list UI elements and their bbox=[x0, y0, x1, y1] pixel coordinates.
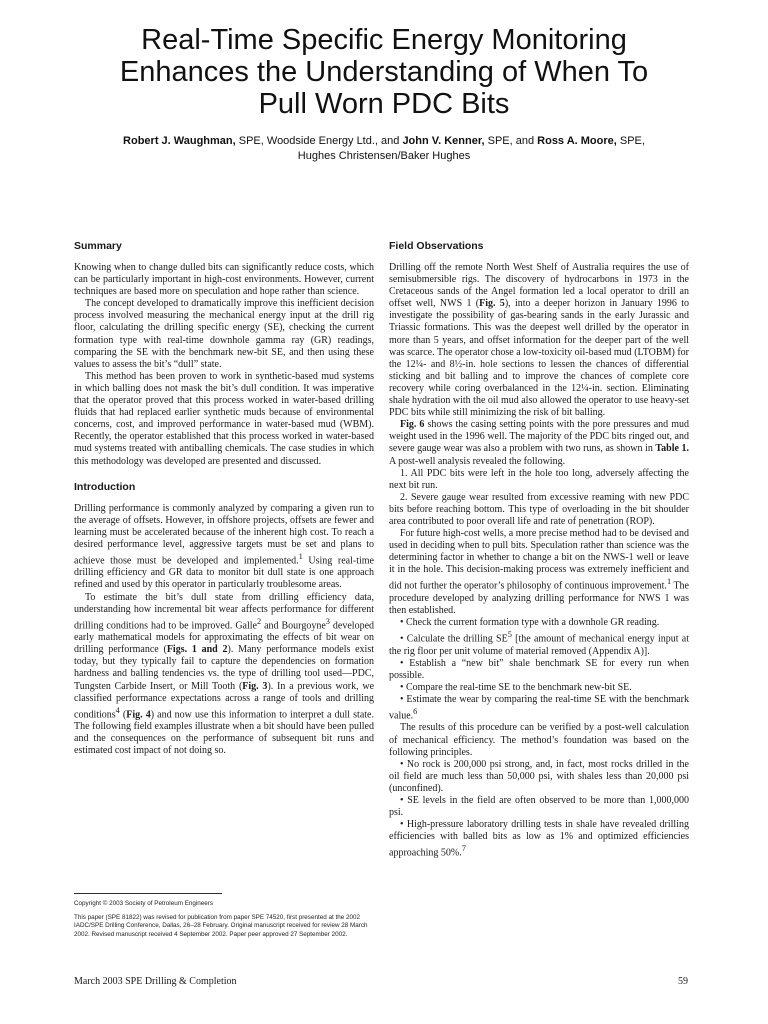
paper-title bbox=[40, 24, 728, 120]
body-paragraph: This method has been proven to work in synthetic-based mud systems in which balling does not mask the bit’s dull condition. It was imperative that the operator proved that this process worked in water-based drilling fluids that had replaced earlier synthetic muds because of environmental concerns, cost, and improved performance in water-based mud (WBM). Recently, the operator established that this process worked in water-based mud systems treated with antiballing chemicals. The case studies in which this methodology was developed are presented and discussed. bbox=[74, 370, 374, 467]
body-paragraph: Knowing when to change dulled bits can significantly reduce costs, which can be particularly important in high-cost environments. However, current techniques are based more on speculation and hope rather than science. bbox=[74, 262, 374, 298]
publication-history-note: This paper (SPE 81822) was revised for publication from paper SPE 74520, first presented at the 2002 IADC/SPE Drilling Conference, Dallas, 26–28 February. Original manuscript received for review 28 March 2002. Revised manuscript received 4 September 2002. Paper peer approved 27 September 2002. bbox=[74, 914, 368, 938]
body-paragraph: • Calculate the drilling $SE^5$ [the amount of mechanical energy input at the rig floor per unit volume of material removed (Appendix A)]. bbox=[389, 630, 690, 657]
title-line: Enhances the Understanding of When To bbox=[119, 56, 649, 88]
summary-heading: Summary bbox=[74, 240, 122, 252]
right-column-body bbox=[389, 262, 689, 860]
body-paragraph: • Check the current formation type with a downhole GR reading. bbox=[400, 617, 660, 629]
title-line: Real-Time Specific Energy Monitoring bbox=[141, 24, 627, 56]
footnote-area bbox=[74, 893, 374, 939]
body-paragraph: For future high-cost wells, a more precise method had to be devised and used in deciding when to pull bits. Speculation rather than science was the determining factor in whether to change a bit on the NWS-1 well or leave it in the hole. This decision-making process was extremely inefficient and did not further the operator’s philosophy of continuous improvement.$^1$ The procedure developed by analyzing drilling performance for NWS 1 was then established. bbox=[389, 528, 689, 616]
body-paragraph: Drilling off the remote North West Shelf of Australia requires the use of semisubmersible rigs. The discovery of hydrocarbons in 1973 in the Cretaceous sands of the Angel formation led a local operator to drill an offset well, NWS 1 (Fig. 5), into a deeper horizon in January 1996 to investigate the possibility of gas-bearing sands in the early Jurassic and Triassic formations. This was the deepest well drilled by the operator in more than 5 years, and offset information for the deeper part of the well was scarce. The operator chose a low-toxicity oil-based mud (LTOBM) for the 12¼- and 8½-in. hole sections to lessen the chances of differential sticking and bit balling and to improve the chances of complete core recovery while coring overbalanced in the 12¼-in. section. Eliminating shale hydration with the oil mud also allowed the operator to use heavy-set PDC bits while still minimizing the risk of bit balling. bbox=[389, 262, 689, 419]
body-paragraph: To estimate the bit’s dull state from drilling efficiency data, understanding how incremental bit wear affects performance for different drilling conditions had to be improved. Galle$^2$ and Bourgoyne$^3$ developed early mathematical models for approximating the effects of bit wear on drilling performance (Figs. 1 and 2). Many performance models exist today, but they typically fail to capture the dependencies on formation hardness and balling tendencies vs. the type of drilling tool used—PDC, Tungsten Carbide Insert, or Mill Tooth (Fig. 3). In a previous work, we classified performance expectations across a range of tools and drilling conditions$^4$ (Fig. 4) and now use this information to interpret a dull state. The following field examples illustrate when a bit should have been pulled and the consequences on the performance of subsequent bit runs and estimated cost impact of not doing so. bbox=[74, 591, 375, 757]
body-paragraph: Fig. 6 shows the casing setting points with the pore pressures and mud weight used in the 1996 well. The majority of the PDC bits ringed out, and severe gauge wear was also a problem with two runs, as shown in Table 1. A post-well analysis revealed the following. bbox=[389, 419, 689, 467]
copyright-notice: Copyright © 2003 Society of Petroleum Engineers bbox=[74, 900, 214, 907]
author-block bbox=[60, 134, 708, 164]
affiliation-line: Hughes Christensen/Baker Hughes bbox=[297, 150, 471, 162]
journal-footer: March 2003 SPE Drilling & Completion bbox=[74, 976, 237, 987]
body-paragraph: The concept developed to dramatically improve this inefficient decision process involved measuring the mechanical energy input at the drill rig floor, calculating the drilling specific energy (SE), checking the current formation type with real-time downhole gamma ray (GR) readings, comparing the SE with the benchmark new-bit SE, and then using these values to assess the bit’s “dull” state. bbox=[74, 298, 374, 370]
footnote-rule bbox=[74, 893, 222, 894]
body-paragraph: • No rock is 200,000 psi strong, and, in fact, most rocks drilled in the oil field are much less than 50,000 psi, with shales less than 20,000 psi (unconfined). bbox=[389, 758, 689, 794]
body-paragraph: 1. All PDC bits were left in the hole too long, adversely affecting the next bit run. bbox=[389, 467, 689, 491]
field-observations-heading: Field Observations bbox=[389, 240, 484, 252]
body-paragraph: • High-pressure laboratory drilling tests in shale have revealed drilling efficiencies with balled bits as low as 1% and optimized efficiencies approaching 50%.$^7$ bbox=[389, 819, 689, 859]
body-paragraph: • Establish a “new bit” shale benchmark SE for every run when possible. bbox=[389, 657, 689, 681]
body-paragraph: The results of this procedure can be verified by a post-well calculation of mechanical efficiency. The method’s foundation was based on the following principles. bbox=[389, 722, 689, 758]
right-column bbox=[389, 240, 689, 860]
body-paragraph: Drilling performance is commonly analyzed by comparing a given run to the average of offsets. However, in offshore projects, offsets are fewer and learning must be accelerated because of the inherent high cost. To reach a desired performance level, aggressive targets must be set and plans to achieve those must be developed and implemented.$^1$ Using real-time drilling efficiency and GR data to monitor bit dull state is one approach refined and used by this operator in particularly troublesome areas. bbox=[74, 502, 374, 591]
body-paragraph: 2. Severe gauge wear resulted from excessive reaming with new PDC bits before reaching bottom. This type of overloading in the bit shoulder area contributed to poor overall life and rate of penetration (ROP). bbox=[389, 491, 689, 527]
title-line: Pull Worn PDC Bits bbox=[258, 88, 510, 120]
page-number: 59 bbox=[678, 976, 688, 987]
left-column bbox=[74, 240, 374, 757]
body-paragraph: • Compare the real-time SE to the benchmark new-bit SE. bbox=[400, 681, 632, 693]
introduction-heading: Introduction bbox=[74, 480, 136, 493]
body-paragraph: • SE levels in the field are often observed to be more than 1,000,000 psi. bbox=[389, 795, 689, 819]
author-line: Robert J. Waughman, SPE, Woodside Energy Ltd., and John V. Kenner, SPE, and Ross A. Moore, SPE, bbox=[123, 135, 645, 147]
body-paragraph: • Estimate the wear by comparing the real-time SE with the benchmark value.$^6$ bbox=[389, 693, 689, 722]
